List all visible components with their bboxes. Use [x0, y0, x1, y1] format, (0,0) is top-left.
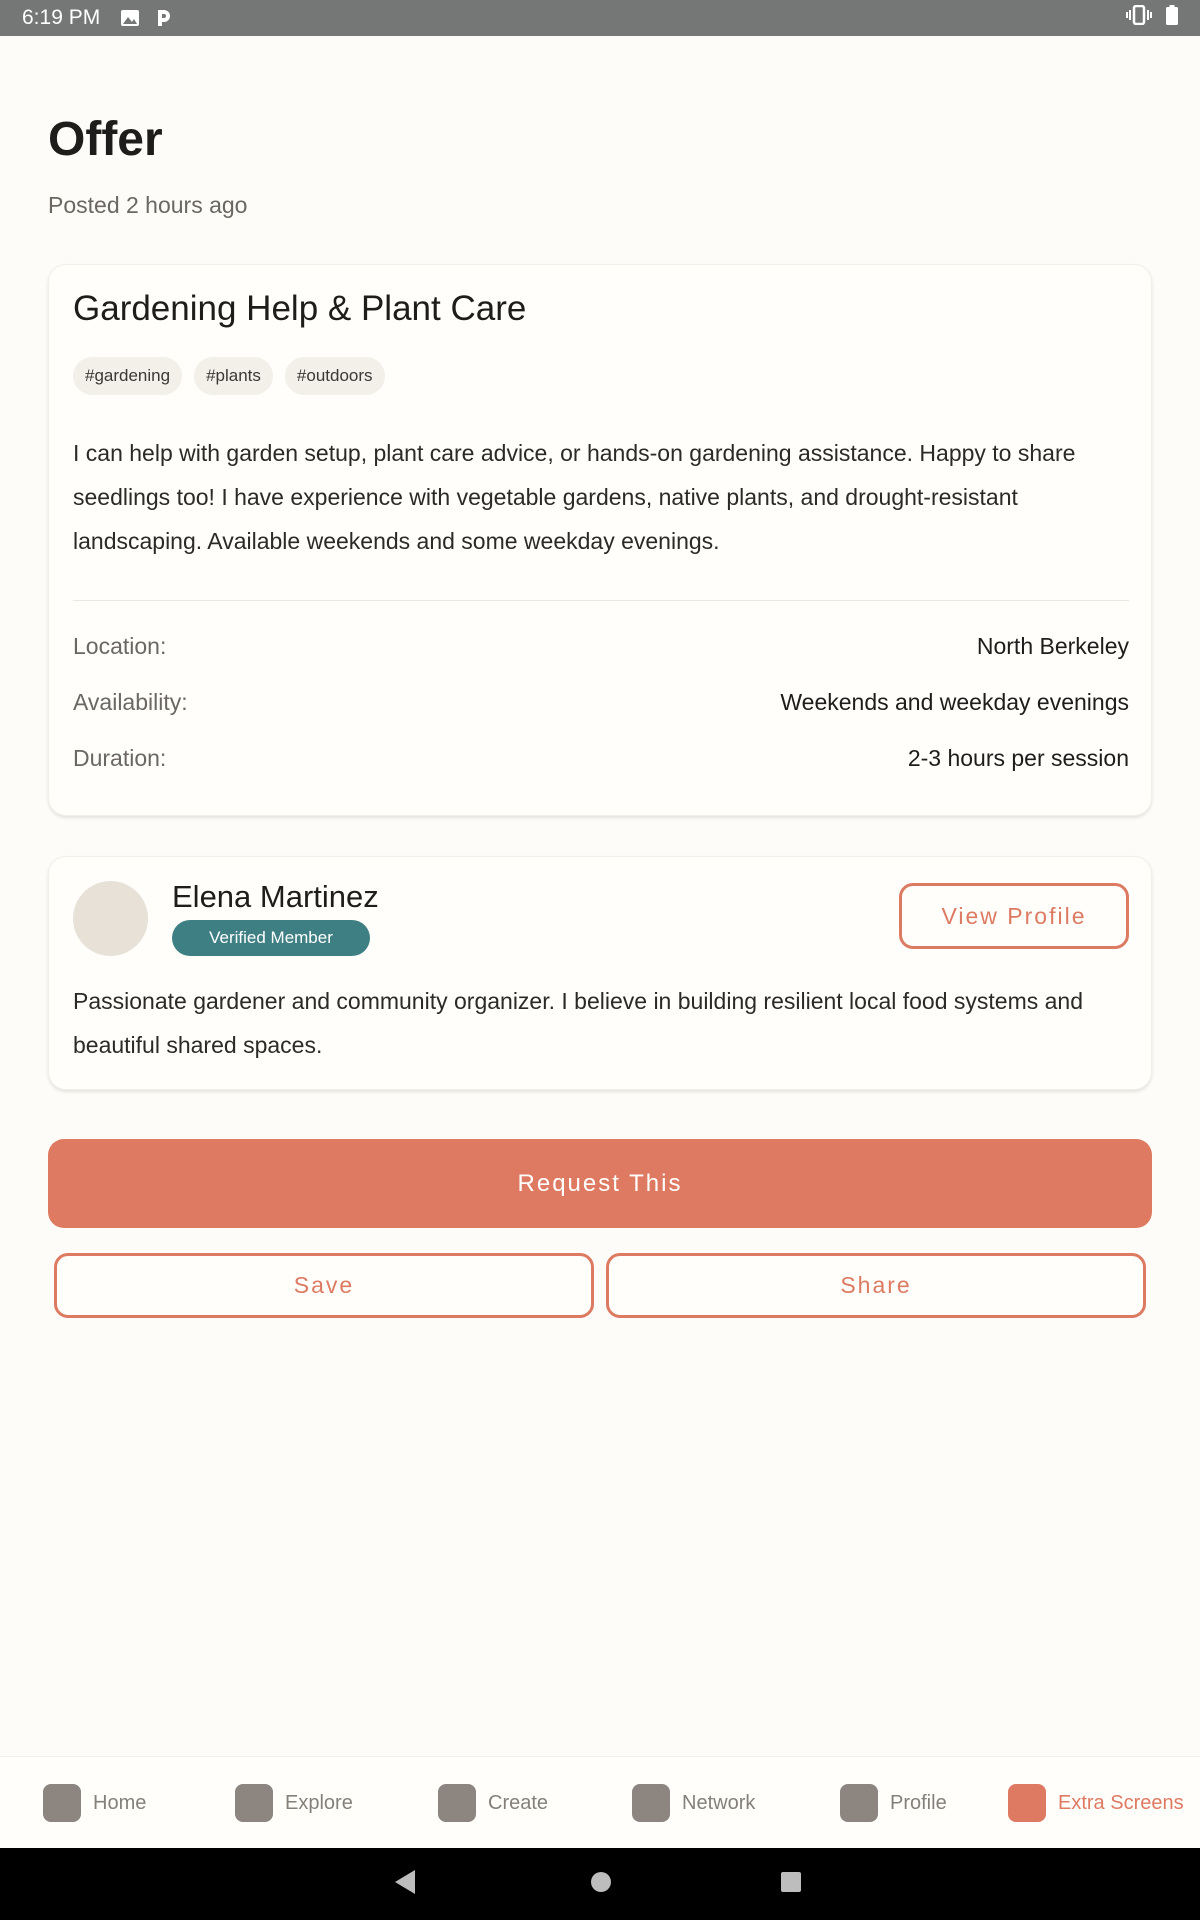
tag-chip[interactable]: #plants	[194, 357, 273, 395]
nav-item-explore[interactable]	[235, 1757, 353, 1849]
page-title: Offer	[48, 113, 163, 166]
bottom-nav	[0, 1756, 1200, 1848]
detail-row-location	[73, 633, 1129, 660]
save-button[interactable]: Save	[54, 1253, 594, 1318]
detail-label: Duration:	[73, 745, 167, 771]
divider	[73, 600, 1129, 601]
offer-title: Gardening Help & Plant Care	[73, 289, 527, 328]
nav-item-extra-screens[interactable]	[1008, 1757, 1184, 1849]
recents-icon[interactable]	[779, 1868, 803, 1896]
home-circle-icon[interactable]	[589, 1868, 613, 1896]
nav-item-home[interactable]	[43, 1757, 146, 1849]
network-icon	[632, 1784, 670, 1822]
posted-time: Posted 2 hours ago	[48, 192, 248, 218]
nav-label: Create	[488, 1791, 549, 1814]
nav-label: Network	[682, 1791, 756, 1814]
battery-icon	[1166, 5, 1178, 31]
detail-label: Location:	[73, 633, 167, 659]
member-card	[48, 856, 1152, 1090]
detail-value: North Berkeley	[976, 633, 1129, 659]
detail-row-availability	[73, 689, 1129, 716]
extra-screens-icon	[1008, 1784, 1046, 1822]
share-button[interactable]: Share	[606, 1253, 1146, 1318]
nav-label: Extra Screens	[1058, 1791, 1184, 1814]
request-button[interactable]: Request This	[48, 1139, 1152, 1228]
member-name: Elena Martinez	[172, 879, 379, 914]
back-icon[interactable]	[393, 1868, 417, 1896]
profile-icon	[840, 1784, 878, 1822]
tag-list	[73, 357, 385, 395]
nav-label: Profile	[890, 1791, 947, 1814]
nav-label: Home	[93, 1791, 147, 1814]
p-app-icon	[154, 8, 172, 28]
status-time: 6:19 PM	[22, 6, 101, 29]
home-icon	[43, 1784, 81, 1822]
explore-icon	[235, 1784, 273, 1822]
nav-label: Explore	[285, 1791, 353, 1814]
status-bar	[0, 0, 1200, 36]
tag-chip[interactable]: #gardening	[73, 357, 182, 395]
system-nav-bar	[0, 1848, 1200, 1920]
offer-card	[48, 264, 1152, 816]
nav-item-profile[interactable]	[840, 1757, 947, 1849]
create-icon	[438, 1784, 476, 1822]
avatar[interactable]	[73, 881, 148, 956]
member-bio: Passionate gardener and community organizer. I believe in building resilient local food systems and beautiful shared spaces.	[73, 988, 1084, 1058]
nav-item-network[interactable]	[632, 1757, 755, 1849]
view-profile-button[interactable]: View Profile	[899, 883, 1129, 949]
vibrate-icon	[1126, 5, 1152, 31]
detail-label: Availability:	[73, 689, 188, 715]
image-icon	[120, 9, 140, 27]
offer-description: I can help with garden setup, plant care advice, or hands-on gardening assistance. Happy to share seedlings too! I have experience with vegetable gardens, native plants, and drought-resistant landscaping. Available weekends and some weekday evenings.	[73, 440, 1076, 554]
detail-value: 2-3 hours per session	[907, 745, 1129, 771]
verified-badge: Verified Member	[172, 920, 370, 956]
detail-row-duration	[73, 745, 1129, 772]
tag-chip[interactable]: #outdoors	[285, 357, 385, 395]
nav-item-create[interactable]	[438, 1757, 548, 1849]
detail-value: Weekends and weekday evenings	[780, 689, 1129, 715]
